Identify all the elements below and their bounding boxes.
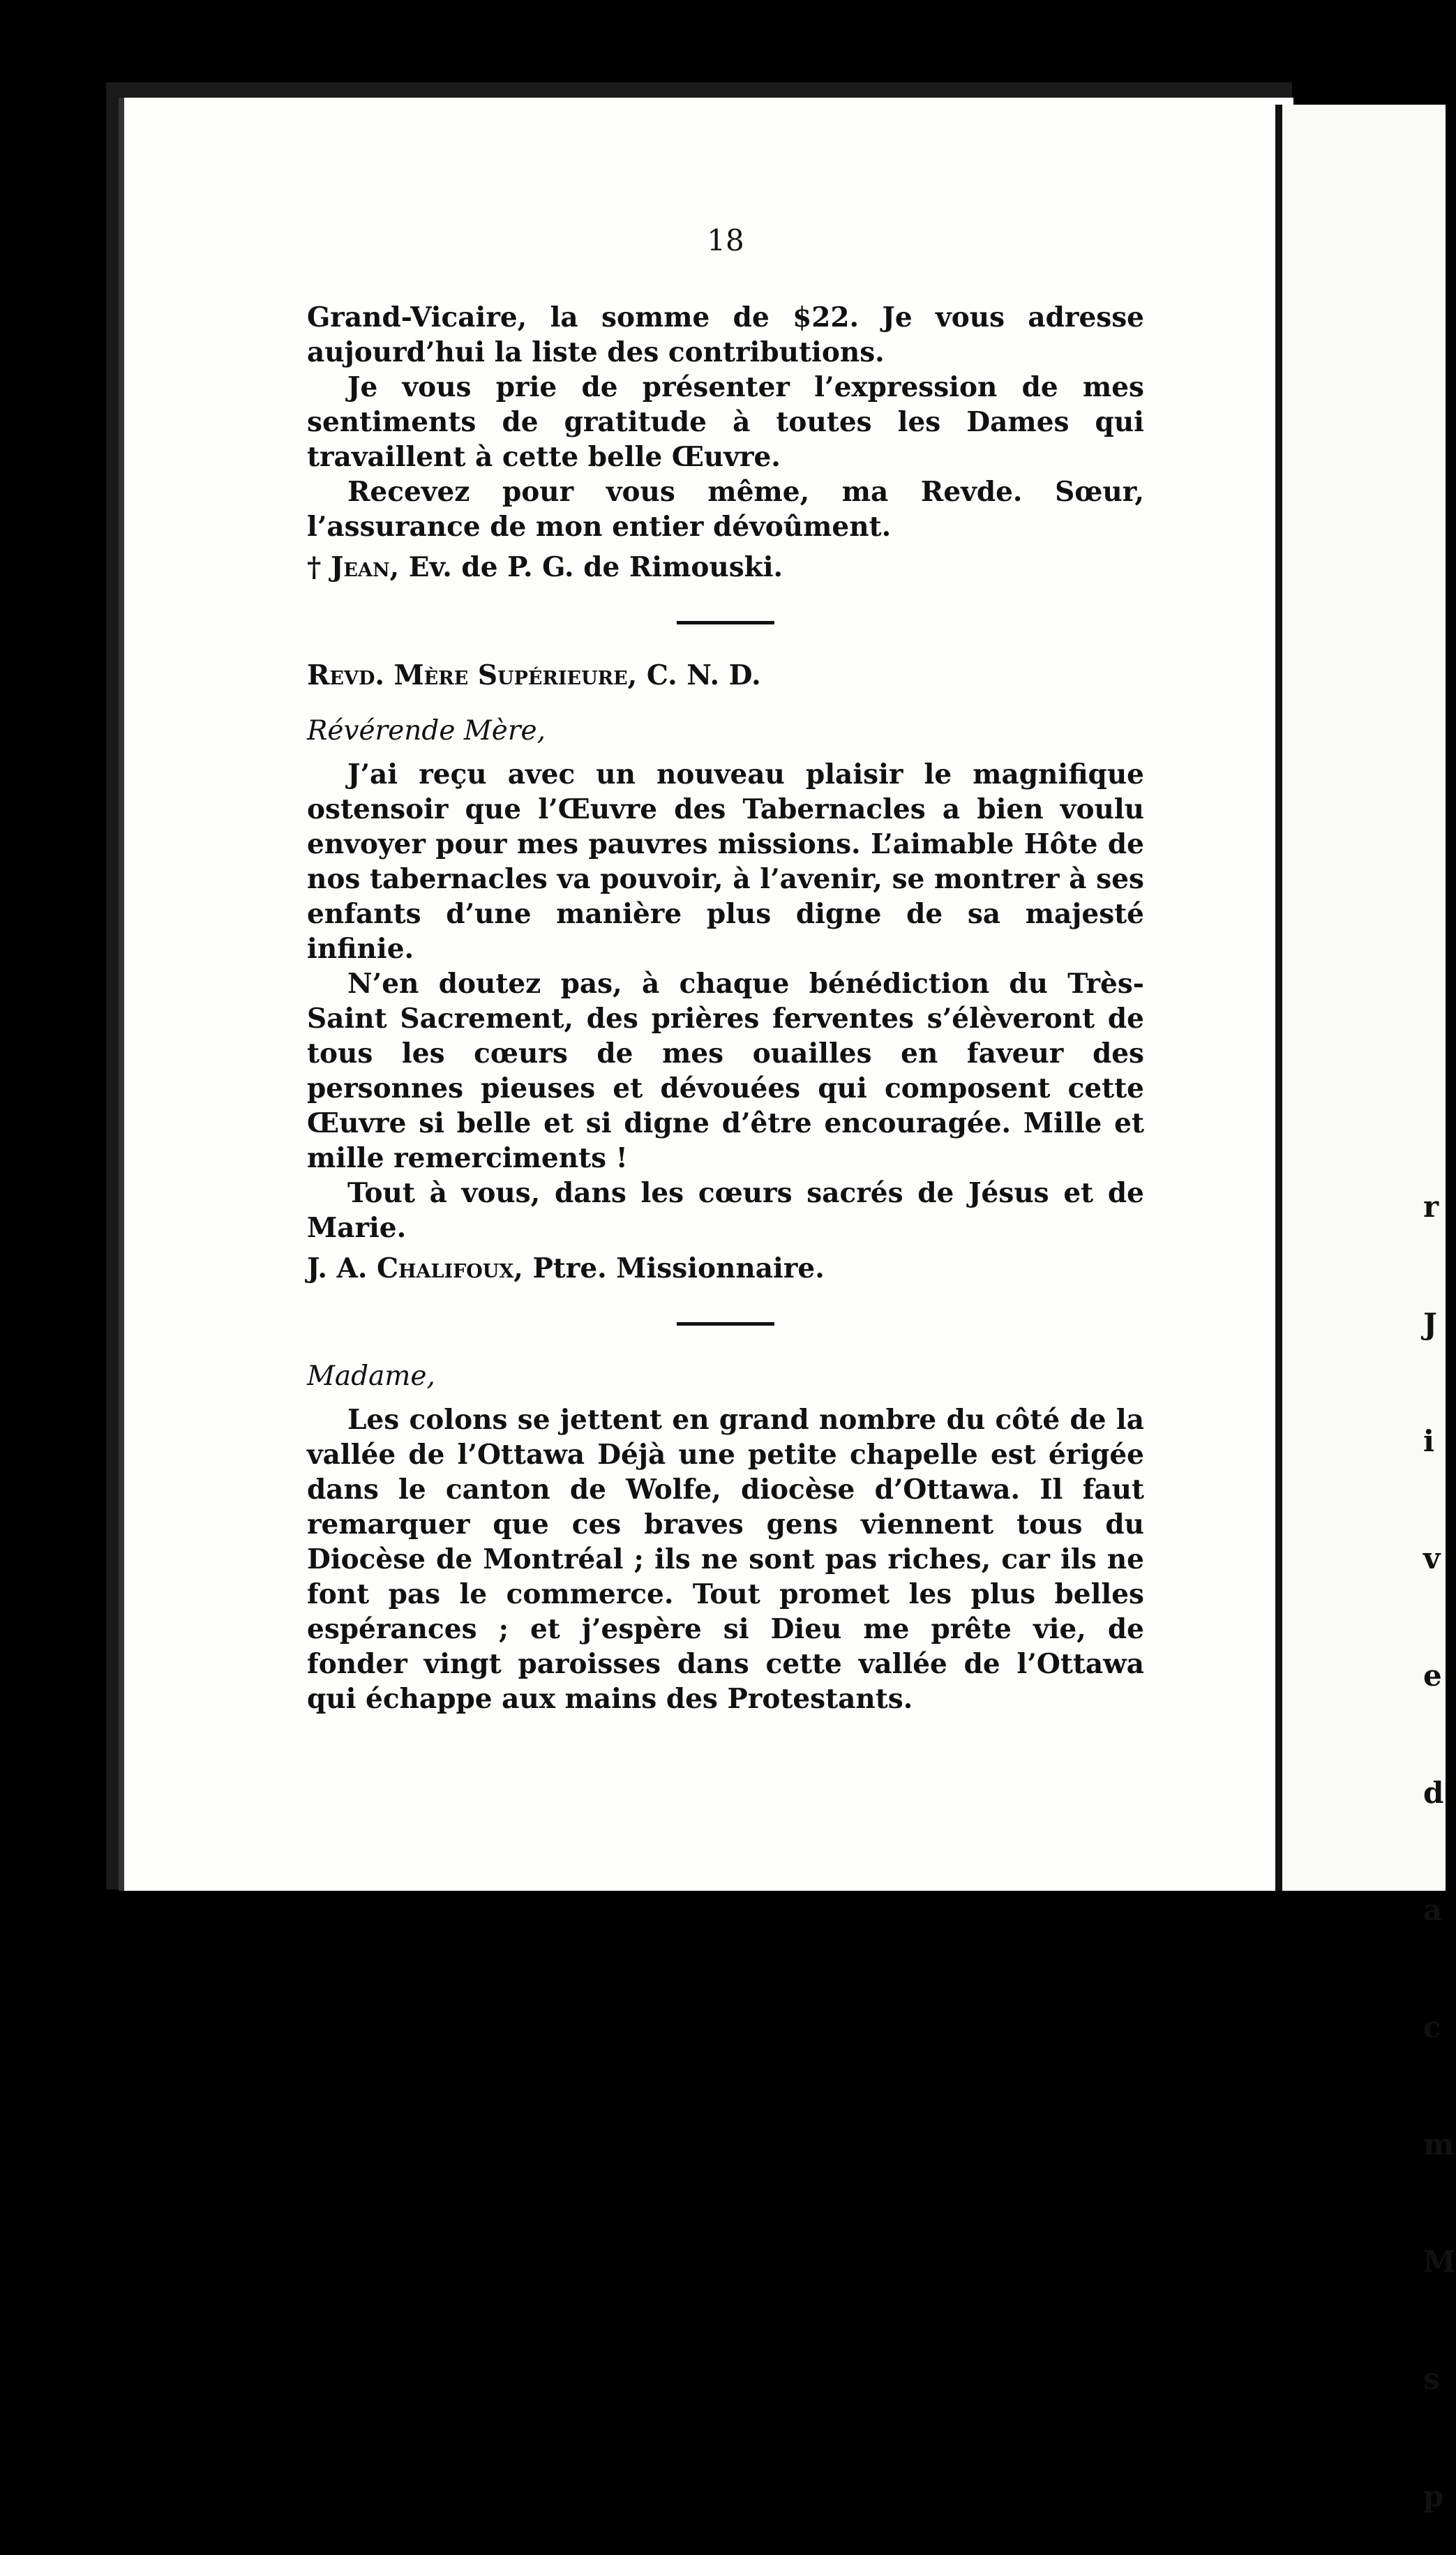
facing-letter: a [1423, 1893, 1443, 1927]
salutation: Révérende Mère, [307, 715, 546, 747]
salutation: Madame, [307, 1361, 435, 1392]
letter-2 [307, 658, 1144, 1286]
facing-letter: i [1423, 1424, 1434, 1458]
letter-heading: Revd. Mère Supérieure, C. N. D. [307, 659, 761, 691]
signature-title: , Ev. de P. G. de Rimouski. [389, 551, 783, 583]
paragraph: Grand-Vicaire, la somme de $22. Je vous adresse aujourd’hui la liste des contributions. [307, 301, 1144, 368]
paragraph: J’ai reçu avec un nouveau plaisir le magnifique ostensoir que l’Œuvre des Tabernacles a bien voulu envoyer pour mes pauvres missions. L’aimable Hôte de nos tabernacles va pouvoir, à l’avenir, se montrer à ses enfants d’une manière plus digne de sa majesté infinie. [307, 758, 1144, 965]
facing-letter: J [1423, 1307, 1437, 1341]
paragraph: Tout à vous, dans les cœurs sacrés de Jésus et de Marie. [307, 1177, 1144, 1244]
facing-letter: s [1423, 2362, 1440, 2396]
facing-letter: d [1423, 1776, 1444, 1810]
facing-letter: p [1423, 2479, 1444, 2513]
paragraph: Recevez pour vous même, ma Revde. Sœur, l’assurance de mon entier dévoûment. [307, 476, 1144, 543]
facing-page [1282, 105, 1446, 1891]
facing-letter: r [1423, 1190, 1439, 1224]
page-number: 18 [707, 223, 744, 257]
facing-letter: m [1423, 2127, 1455, 2161]
signature-prefix: † [307, 551, 331, 583]
paragraph: Les colons se jettent en grand nombre du côté de la vallée de l’Ottawa Déjà une petite chapelle est érigée dans le canton de Wolfe, diocèse d’Ottawa. Il faut remarquer que ces braves gens viennent tous du Diocèse de Montréal ; ils ne sont pas riches, car ils ne font pas le commerce. Tout promet les plus belles espérances ; et j’espère si Dieu me prête vie, de fonder vingt paroisses dans cette vallée de l’Ottawa qui échappe aux mains des Protestants. [307, 1404, 1144, 1715]
section-divider [677, 1322, 774, 1326]
facing-page-text [1423, 1109, 1456, 2555]
signature-name: Jean [330, 551, 390, 583]
signature-prefix: J. A. [307, 1252, 377, 1284]
signature [307, 1251, 1144, 1286]
signature-title: , Ptre. Missionnaire. [513, 1252, 825, 1284]
paragraph: Je vous prie de présenter l’expression de mes sentiments de gratitude à toutes les Dames qui travaillent à cette belle Œuvre. [307, 371, 1144, 473]
facing-letter: M [1423, 2245, 1456, 2279]
facing-letter: c [1423, 2010, 1441, 2044]
signature-name: Chalifoux [377, 1252, 514, 1284]
facing-letter: e [1423, 1658, 1442, 1693]
facing-letter: v [1423, 1541, 1441, 1575]
paragraph: N’en doutez pas, à chaque bénédiction du Très-Saint Sacrement, des prières ferventes s’élèveront de tous les cœurs de mes ouailles en faveur des personnes pieuses et dévouées qui composent cette Œuvre si belle et si digne d’être encouragée. Mille et mille remerciments ! [307, 968, 1144, 1174]
section-divider [677, 621, 774, 624]
letter-1 [307, 300, 1144, 585]
book-binding [1275, 105, 1282, 1891]
letter-3 [307, 1359, 1144, 1716]
signature [307, 550, 1144, 585]
page-content [307, 223, 1144, 1716]
